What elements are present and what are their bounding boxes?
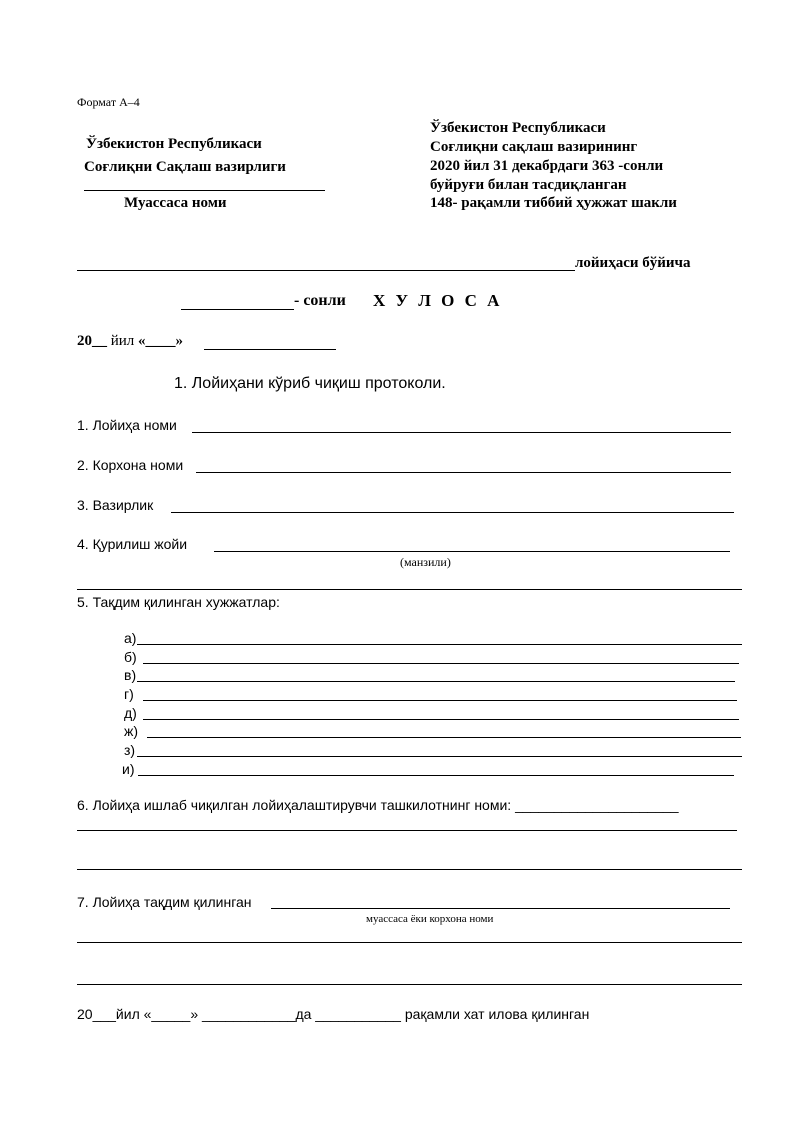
footer-attachment-line: 20___йил «_____» ____________да ___________ рақамли хат илова қилинган (77, 1006, 590, 1022)
item6-blank: _____________________ (515, 797, 679, 813)
date-year-word: йил (107, 333, 139, 349)
doc-item-label: и) (122, 761, 135, 777)
field-project-name-label: 1. Лойиҳа номи (77, 417, 177, 433)
date-day-blank: ____ (145, 333, 176, 349)
institution-name-label: Муассаса номи (124, 195, 227, 211)
field-documents-label: 5. Тақдим қилинган хужжатлар: (77, 594, 280, 610)
field-construction-site-label: 4. Қурилиш жойи (77, 536, 188, 552)
item6-line-3[interactable] (77, 869, 742, 870)
left-header-republic: Ўзбекистон Республикаси (86, 136, 262, 152)
conclusion-number-blank (181, 309, 294, 310)
field-company-name-label: 2. Корхона номи (77, 457, 184, 473)
item7-label: 7. Лойиҳа тақдим қилинган (77, 894, 252, 910)
doc-item-line[interactable] (137, 644, 742, 645)
right-header-line3: 2020 йил 31 декабрдаги 363 -сонли (430, 158, 664, 174)
field-project-name-line[interactable] (192, 432, 731, 433)
project-line-text: лойиҳаси бўйича (575, 255, 691, 271)
doc-item-line[interactable] (143, 719, 739, 720)
field-construction-site-line[interactable] (214, 551, 730, 552)
right-header-line1: Ўзбекистон Республикаси (430, 120, 606, 136)
field-ministry-label: 3. Вазирлик (77, 497, 154, 513)
section-title: 1. Лойиҳани кўриб чиқиш протоколи. (174, 375, 446, 392)
right-header-line4: буйруғи билан тасдиқланган (430, 177, 627, 193)
field-address-hint: (манзили) (400, 555, 451, 569)
field-company-name-line[interactable] (196, 472, 731, 473)
doc-item-label: а) (124, 630, 137, 646)
project-name-blank-line (77, 270, 575, 271)
left-header-ministry: Соғлиқни Сақлаш вазирлиги (84, 159, 286, 175)
doc-item-line[interactable] (137, 756, 742, 757)
item7-line-2[interactable] (77, 942, 742, 943)
date-quote-close: » (175, 333, 184, 349)
doc-item-line[interactable] (147, 737, 741, 738)
conclusion-number-prefix: - сонли (294, 292, 346, 309)
doc-item-label: д) (124, 705, 137, 721)
doc-item-line[interactable] (143, 663, 739, 664)
item7-line[interactable] (271, 908, 730, 909)
conclusion-title: Х У Л О С А (373, 291, 503, 310)
doc-item-label: з) (124, 742, 136, 758)
date-quote-open: « (138, 333, 146, 349)
right-header-line2: Соғлиқни сақлаш вазирининг (430, 139, 638, 155)
field-address-line[interactable] (77, 589, 742, 590)
doc-item-label: г) (124, 686, 134, 702)
doc-item-line[interactable] (137, 681, 735, 682)
item6-label (77, 797, 679, 813)
date-month-blank (204, 349, 336, 350)
item7-hint: муассаса ёки корхона номи (366, 913, 494, 925)
item6-line-2[interactable] (77, 830, 737, 831)
doc-item-label: ж) (124, 723, 139, 739)
doc-item-label: в) (124, 667, 137, 683)
date-line (77, 333, 183, 350)
left-header-blank-line (84, 190, 325, 191)
field-ministry-line[interactable] (171, 512, 734, 513)
doc-item-line[interactable] (138, 775, 734, 776)
format-label: Формат А–4 (77, 95, 140, 109)
item6-label-text: 6. Лойиҳа ишлаб чиқилган лойиҳалаштирувчи ташкилотнинг номи: (77, 797, 516, 813)
item7-line-3[interactable] (77, 984, 742, 985)
doc-item-line[interactable] (143, 700, 737, 701)
right-header-line5: 148- рақамли тиббий ҳужжат шакли (430, 195, 677, 211)
date-year: 20__ (77, 333, 107, 349)
doc-item-label: б) (124, 649, 137, 665)
